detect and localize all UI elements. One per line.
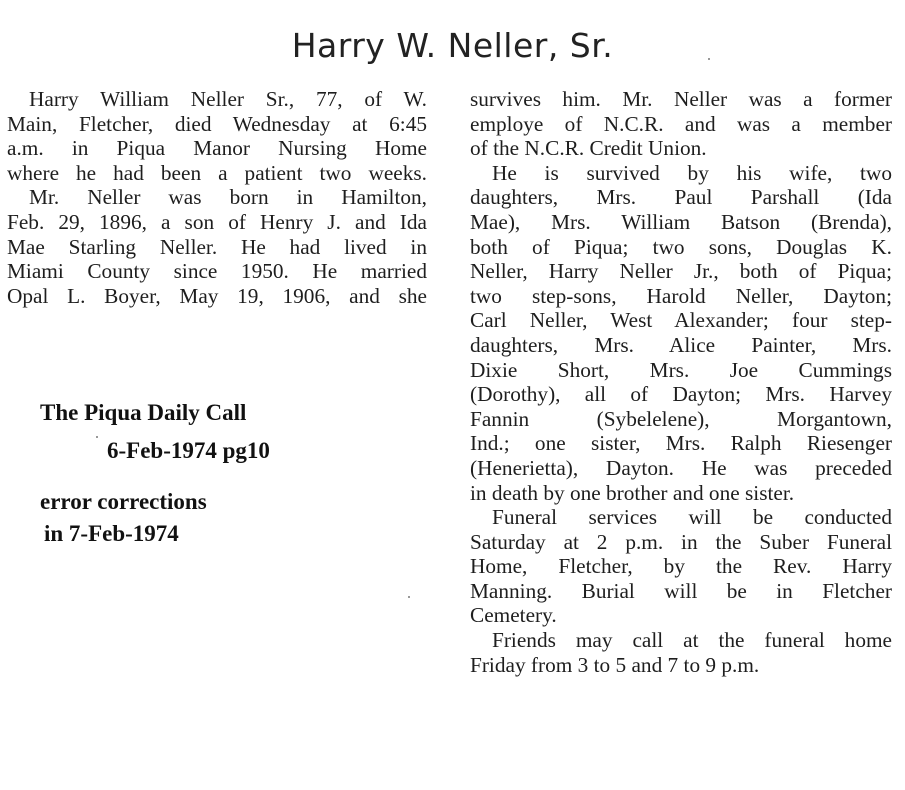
text-line: daughters, Mrs. Paul Parshall (Ida bbox=[470, 185, 892, 210]
text-line: two step-sons, Harold Neller, Dayton; bbox=[470, 283, 892, 308]
text-line: Funeral services will be conducted bbox=[492, 505, 892, 530]
text-line: where he had been a patient two weeks. bbox=[7, 160, 427, 185]
text-line: Ind.; one sister, Mrs. Ralph Riesenger bbox=[470, 431, 892, 456]
text-line: Mae Starling Neller. He had lived in bbox=[7, 234, 427, 259]
text-line: daughters, Mrs. Alice Painter, Mrs. bbox=[470, 332, 892, 357]
right-text-column bbox=[470, 87, 892, 677]
text-line: Mr. Neller was born in Hamilton, bbox=[29, 185, 427, 210]
text-line: Home, Fletcher, by the Rev. Harry bbox=[470, 554, 892, 579]
correction-note-line-1: error corrections bbox=[40, 489, 207, 514]
scan-speck bbox=[96, 436, 98, 438]
text-line: employe of N.C.R. and was a member bbox=[470, 111, 892, 136]
text-line: in death by one brother and one sister. bbox=[470, 480, 795, 505]
left-text-column bbox=[7, 87, 427, 308]
scan-speck bbox=[708, 58, 710, 60]
text-line: Carl Neller, West Alexander; four step- bbox=[470, 308, 892, 333]
text-line: Mae), Mrs. William Batson (Brenda), bbox=[470, 209, 892, 234]
source-newspaper: The Piqua Daily Call bbox=[40, 400, 247, 425]
scan-speck bbox=[408, 596, 410, 598]
text-line: Dixie Short, Mrs. Joe Cummings bbox=[470, 357, 892, 382]
text-line: Harry William Neller Sr., 77, of W. bbox=[29, 87, 427, 111]
text-line: Cemetery. bbox=[470, 603, 557, 628]
text-line: Feb. 29, 1896, a son of Henry J. and Ida bbox=[7, 209, 427, 234]
text-line: (Henerietta), Dayton. He was preceded bbox=[470, 455, 892, 480]
text-line: survives him. Mr. Neller was a former bbox=[470, 87, 892, 111]
text-line: Miami County since 1950. He married bbox=[7, 259, 427, 284]
text-line: Saturday at 2 p.m. in the Suber Funeral bbox=[470, 529, 892, 554]
text-line: He is survived by his wife, two bbox=[492, 160, 892, 185]
text-line: Friends may call at the funeral home bbox=[492, 628, 892, 653]
text-line: (Dorothy), all of Dayton; Mrs. Harvey bbox=[470, 382, 892, 407]
text-line: Opal L. Boyer, May 19, 1906, and she bbox=[7, 283, 427, 308]
text-line: Friday from 3 to 5 and 7 to 9 p.m. bbox=[470, 652, 760, 677]
text-line: Fannin (Sybelelene), Morgantown, bbox=[470, 406, 892, 431]
obituary-headline: Harry W. Neller, Sr. bbox=[291, 26, 614, 65]
text-line: Neller, Harry Neller Jr., both of Piqua; bbox=[470, 259, 892, 284]
correction-note-line-2: in 7-Feb-1974 bbox=[44, 521, 179, 546]
text-line: both of Piqua; two sons, Douglas K. bbox=[470, 234, 892, 259]
source-date-page: 6-Feb-1974 pg10 bbox=[107, 438, 270, 463]
text-line: of the N.C.R. Credit Union. bbox=[470, 136, 707, 161]
text-line: Main, Fletcher, died Wednesday at 6:45 bbox=[7, 111, 427, 136]
text-line: a.m. in Piqua Manor Nursing Home bbox=[7, 136, 427, 161]
text-line: Manning. Burial will be in Fletcher bbox=[470, 578, 892, 603]
